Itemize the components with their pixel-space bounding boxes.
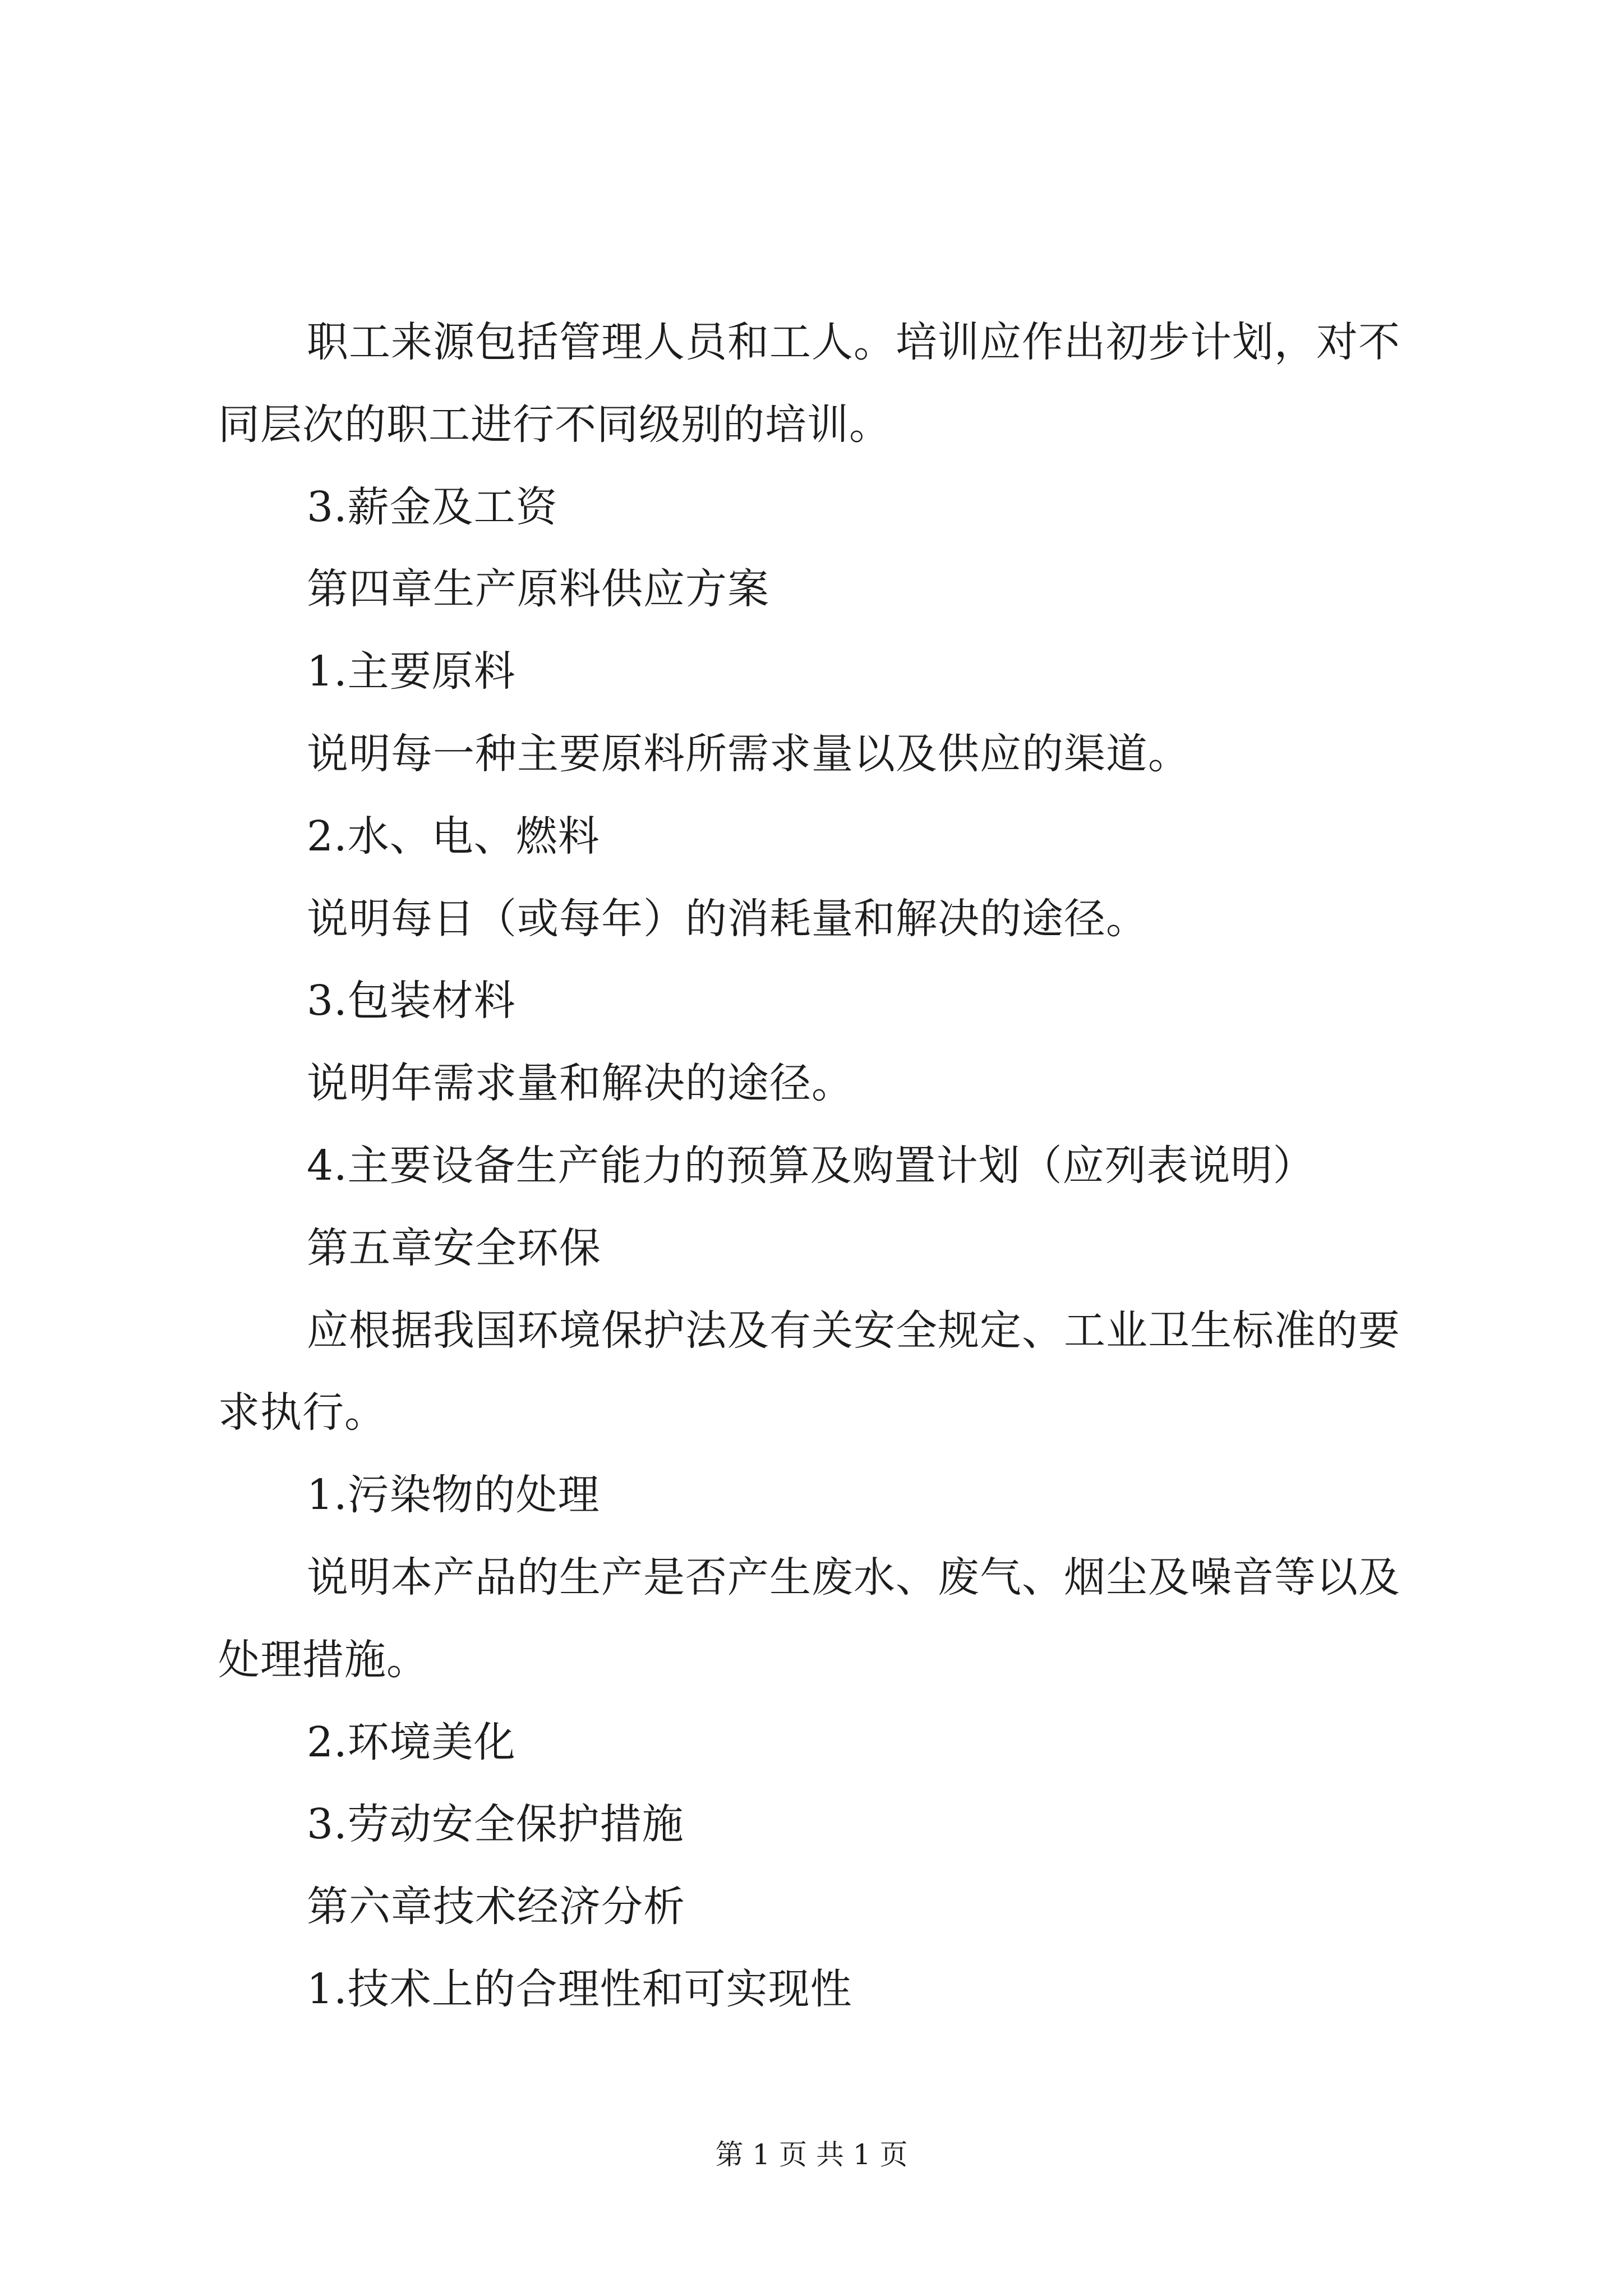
chapter-heading: 第五章安全环保 (307, 1223, 601, 1272)
section-heading: 4.主要设备生产能力的预算及购置计划（应列表说明） (307, 1141, 1315, 1190)
document-body (218, 301, 1452, 2031)
paragraph-line: 应根据我国环境保护法及有关安全规定、工业卫生标准的要 (307, 1306, 1400, 1355)
section-heading: 3.包装材料 (307, 977, 516, 1025)
section-heading: 1.技术上的合理性和可实现性 (307, 1964, 852, 2013)
paragraph-line: 处理措施。 (218, 1635, 428, 1684)
paragraph-line: 说明本产品的生产是否产生废水、废气、烟尘及噪音等以及 (307, 1553, 1400, 1602)
paragraph-line: 说明年需求量和解决的途径。 (307, 1059, 854, 1108)
section-heading: 2.水、电、燃料 (307, 812, 600, 861)
paragraph-line: 说明每一种主要原料所需求量以及供应的渠道。 (307, 729, 1190, 778)
section-heading: 2.环境美化 (307, 1718, 516, 1766)
section-heading: 1.主要原料 (307, 647, 516, 696)
paragraph-line: 说明每日（或每年）的消耗量和解决的途径。 (307, 894, 1148, 943)
section-heading: 1.污染物的处理 (307, 1471, 600, 1520)
chapter-heading: 第四章生产原料供应方案 (307, 565, 769, 614)
page-footer: 第 1 页 共 1 页 (715, 2138, 908, 2171)
section-heading: 3.薪金及工资 (307, 482, 558, 531)
section-heading: 3.劳动安全保护措施 (307, 1800, 684, 1849)
paragraph-line: 求执行。 (218, 1388, 386, 1437)
chapter-heading: 第六章技术经济分析 (307, 1883, 685, 1931)
paragraph-line: 职工来源包括管理人员和工人。培训应作出初步计划，对不 (307, 318, 1400, 366)
paragraph-line: 同层次的职工进行不同级别的培训。 (218, 400, 891, 449)
